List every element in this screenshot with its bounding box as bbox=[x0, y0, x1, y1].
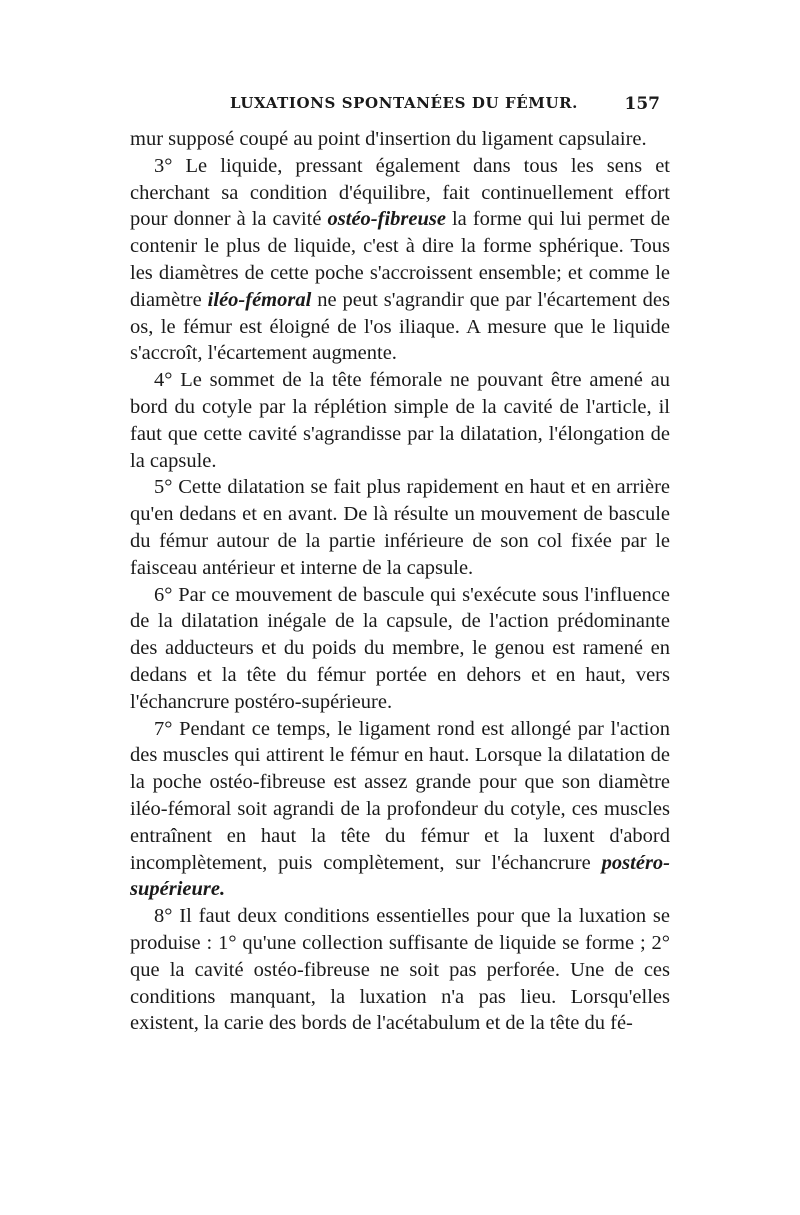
paragraph-text: la forme qui lui permet de contenir le plus de liquide, c'est à dire la forme sphérique. Tous les diamètres de cette poche s'accroissent ensemble; et comme le diamètre bbox=[130, 208, 671, 311]
paragraph-text: 4° Le sommet de la tête fémorale ne pouvant être amené au bord du cotyle par la réplétion simple de la cavité de l'article, il faut que cette cavité s'agrandisse par la dilatation, l'élongation de la capsule. bbox=[130, 369, 670, 472]
paragraph-text: 5° Cette dilatation se fait plus rapidement en haut et en arrière qu'en dedans et en avant. De là résulte un mouvement de bascule du fémur autour de la partie inférieure de son col fixée par le faisceau antérieur et interne de la capsule. bbox=[130, 476, 670, 579]
paragraph-text: 6° Par ce mouvement de bascule qui s'exécute sous l'influence de la dilatation inégale de la capsule, de l'action prédominante des adducteurs et du poids du membre, le genou est ramené en dedans et la tête du fémur portée en dehors et en haut, vers l'échancrure postéro-supérieure. bbox=[130, 583, 670, 713]
paragraph-text: mur supposé coupé au point d'insertion du ligament capsulaire. bbox=[130, 128, 647, 150]
body-text bbox=[130, 126, 670, 1037]
paragraph-7 bbox=[130, 716, 670, 904]
running-title: LUXATIONS SPONTANÉES DU FÉMUR. bbox=[230, 94, 579, 112]
paragraph-4 bbox=[130, 367, 670, 474]
emphasis-text: ostéo-fibreuse bbox=[327, 208, 446, 231]
page-number: 157 bbox=[624, 94, 660, 114]
paragraph-continuation bbox=[130, 126, 670, 153]
paragraph-6 bbox=[130, 582, 670, 716]
paragraph-8 bbox=[130, 903, 670, 1037]
paragraph-text: 7° Pendant ce temps, le ligament rond est allongé par l'action des muscles qui attirent le fémur en haut. Lorsque la dilatation de la poche ostéo-fibreuse est assez grande pour que son diamètre iléo-fémoral soit agrandi de la profondeur du cotyle, ces muscles entraînent en haut la tête du fémur et la luxent d'abord incomplètement, puis complètement, sur l'échancrure bbox=[130, 717, 670, 874]
emphasis-text: iléo-fémoral bbox=[207, 288, 312, 311]
paragraph-text: 3° Le liquide, pressant également dans tous les sens et cherchant sa condition d'équilibre, fait continuellement effort pour donner à la cavité bbox=[130, 154, 670, 231]
paragraph-3 bbox=[130, 153, 670, 367]
emphasis-text: postéro-supérieure. bbox=[130, 851, 670, 901]
paragraph-text: ne peut s'agrandir que par l'écartement des os, le fémur est éloigné de l'os iliaque. A mesure que le liquide s'accroît, l'écartement augmente. bbox=[130, 288, 670, 365]
page-header bbox=[130, 94, 660, 122]
paragraph-text: 8° Il faut deux conditions essentielles pour que la luxation se produise : 1° qu'une collection suffisante de liquide se forme ; 2° que la cavité ostéo-fibreuse ne soit pas perforée. Une de ces conditions manquant, la luxation n'a pas lieu. Lorsqu'elles existent, la carie des bords de l'acétabulum et de la tête du fé- bbox=[130, 905, 670, 1035]
paragraph-5 bbox=[130, 474, 670, 581]
